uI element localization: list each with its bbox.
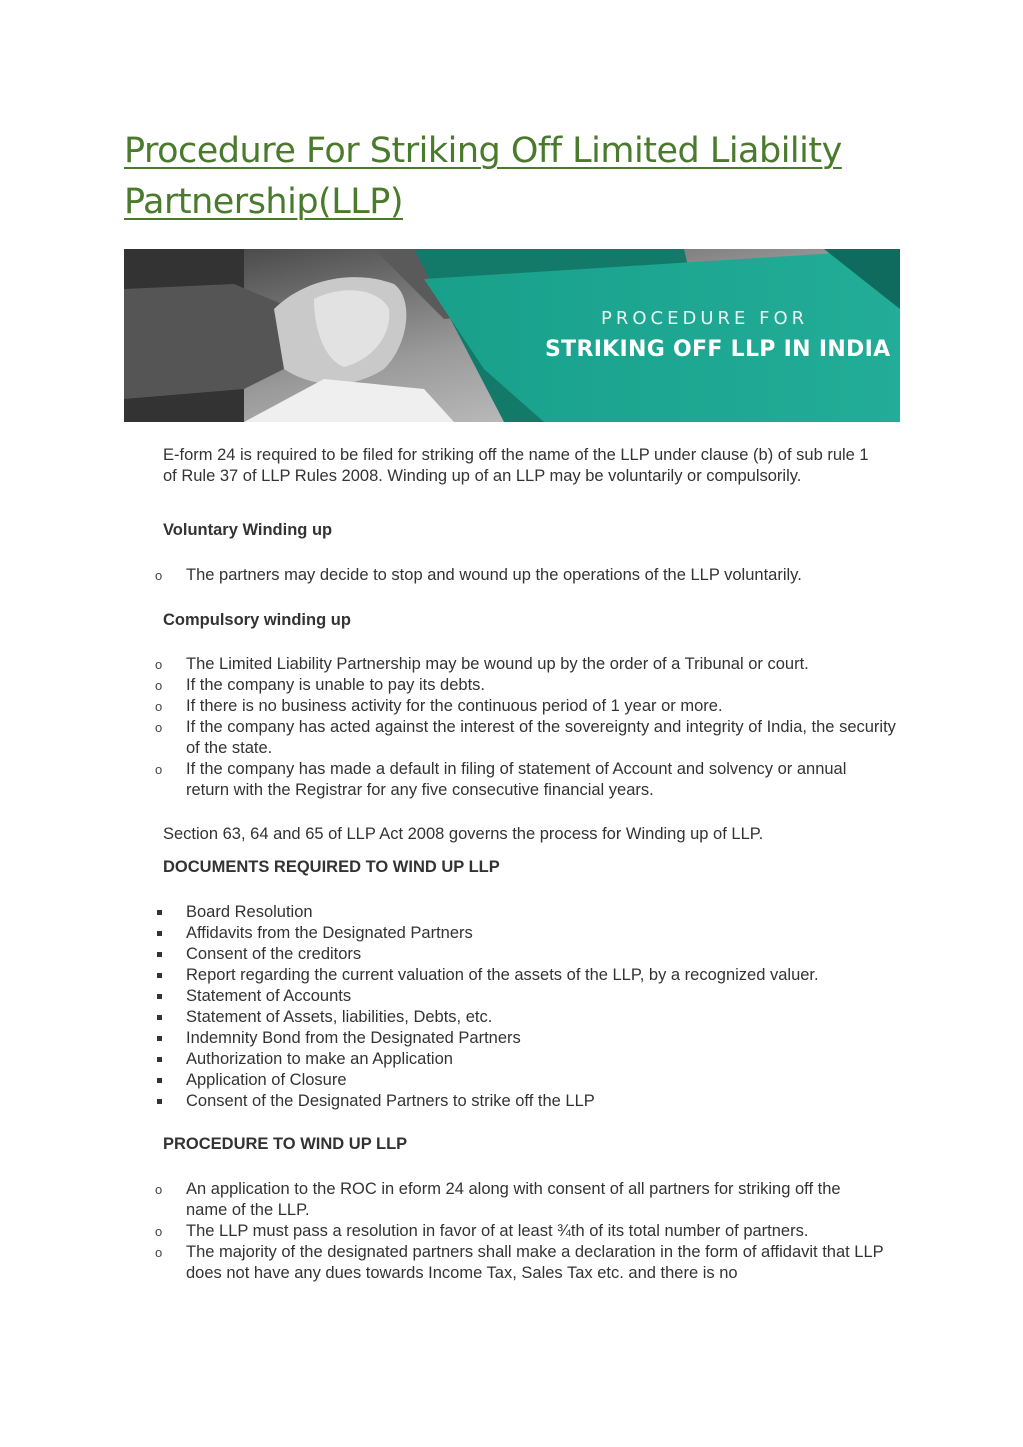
procedure-heading: PROCEDURE TO WIND UP LLP [163,1135,408,1153]
list-item: o If the company has acted against the interest of the sovereignty and integrity of India, the security of the state. [155,718,896,757]
banner-title-line2: STRIKING OFF LLP IN INDIA [545,337,891,362]
list-item: Report regarding the current valuation of the assets of the LLP, by a recognized valuer. [0,965,1023,986]
square-bullet-icon [157,1078,162,1083]
circle-bullet-icon: o [155,568,163,583]
square-bullet-icon [157,910,162,915]
square-bullet-icon [157,994,162,999]
list-item: Consent of the Designated Partners to strike off the LLP [0,1091,1023,1112]
circle-bullet-icon: o [155,678,163,693]
voluntary-list [0,565,1023,586]
circle-bullet-icon: o [155,657,163,672]
list-item: Statement of Accounts [0,986,1023,1007]
compulsory-heading: Compulsory winding up [163,611,351,629]
banner-title-line1: PROCEDURE FOR [601,308,809,329]
handshake-photo [124,249,900,422]
list-item: Application of Closure [0,1070,1023,1091]
square-bullet-icon [157,1099,162,1104]
compulsory-list [0,654,1023,801]
circle-bullet-icon: o [155,699,163,714]
list-item: Authorization to make an Application [0,1049,1023,1070]
list-item: o If the company has made a default in filing of statement of Account and solvency or annual return with the Registrar for any five consecutive financial years. [155,760,847,799]
list-item: o The Limited Liability Partnership may be wound up by the order of a Tribunal or court. [155,655,809,673]
list-item: o If there is no business activity for the continuous period of 1 year or more. [155,697,723,715]
voluntary-heading: Voluntary Winding up [163,521,333,539]
square-bullet-icon [157,952,162,957]
circle-bullet-icon: o [155,1182,163,1197]
documents-heading: DOCUMENTS REQUIRED TO WIND UP LLP [163,858,500,876]
square-bullet-icon [157,1057,162,1062]
circle-bullet-icon: o [155,720,163,735]
square-bullet-icon [157,973,162,978]
square-bullet-icon [157,931,162,936]
circle-bullet-icon: o [155,1224,163,1239]
circle-bullet-icon: o [155,1245,163,1260]
circle-bullet-icon: o [155,762,163,777]
intro-paragraph: E-form 24 is required to be filed for striking off the name of the LLP under clause (b) of sub rule 1 of Rule 37 of LLP Rules 2008. Winding up of an LLP may be voluntarily or compulsorily. [163,446,869,485]
list-item: o The majority of the designated partners shall make a declaration in the form of affidavit that LLP does not have any dues towards Income Tax, Sales Tax etc. and there is no [155,1243,884,1282]
list-item: Affidavits from the Designated Partners [0,923,1023,944]
documents-list [0,902,1023,1112]
list-item: o The LLP must pass a resolution in favor of at least ¾th of its total number of partners. [155,1222,809,1240]
list-item: o An application to the ROC in eform 24 along with consent of all partners for striking off the name of the LLP. [155,1180,841,1219]
list-item: Board Resolution [0,902,1023,923]
square-bullet-icon [157,1015,162,1020]
list-item: Indemnity Bond from the Designated Partners [0,1028,1023,1049]
list-item: o The partners may decide to stop and wound up the operations of the LLP voluntarily. [155,566,802,584]
list-item: Statement of Assets, liabilities, Debts, etc. [0,1007,1023,1028]
page-title: Procedure For Striking Off Limited Liability Partnership(LLP) [124,131,842,222]
list-item: o If the company is unable to pay its debts. [155,676,486,694]
banner-image [124,249,900,422]
section-note: Section 63, 64 and 65 of LLP Act 2008 governs the process for Winding up of LLP. [163,825,764,843]
square-bullet-icon [157,1036,162,1041]
list-item: Consent of the creditors [0,944,1023,965]
procedure-list [0,1179,1023,1284]
